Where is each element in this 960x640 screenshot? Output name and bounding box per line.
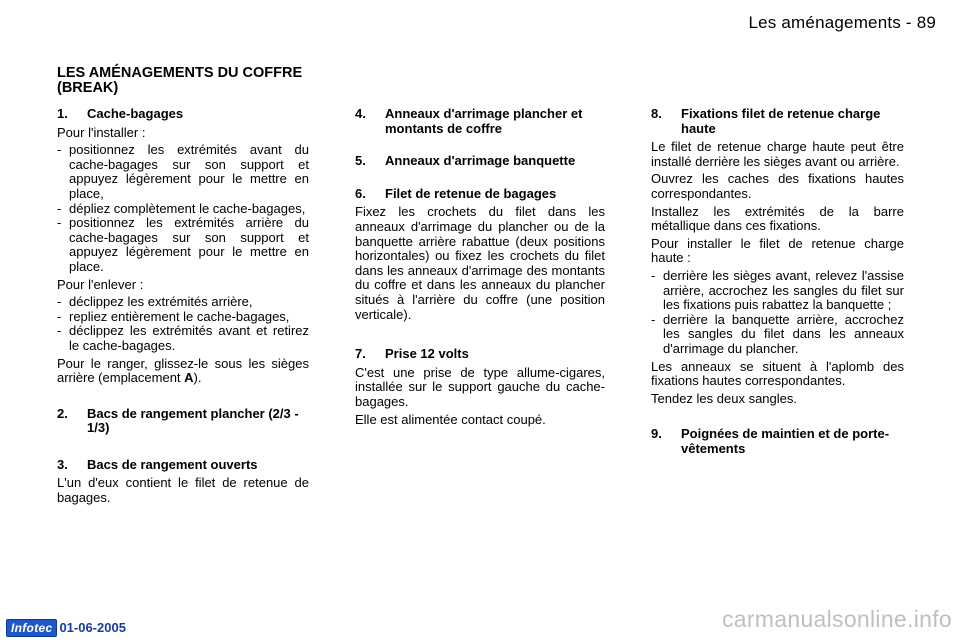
paragraph: Les anneaux se situent à l'aplomb des fixations hautes correspondantes. — [651, 358, 904, 389]
location-marker: A — [184, 370, 194, 386]
list-item: - derrière la banquette arrière, accrochez les sangles du filet dans les anneaux d'arrimage du plancher. — [651, 311, 904, 356]
heading-6 — [355, 187, 605, 202]
column-1 — [57, 107, 309, 509]
paragraph: C'est une prise de type allume-cigares, installée sur le support gauche du cache-bagages. — [355, 364, 605, 409]
heading-number: 6. — [355, 185, 366, 201]
install-intro: Pour l'installer : — [57, 124, 146, 140]
heading-5 — [355, 154, 605, 169]
column-3 — [651, 107, 904, 456]
heading-number: 5. — [355, 153, 366, 169]
heading-number: 9. — [651, 426, 662, 442]
install-steps — [651, 269, 904, 357]
section-title: LES AMÉNAGEMENTS DU COFFRE (BREAK) — [57, 65, 303, 96]
heading-3 — [57, 458, 309, 473]
remove-steps — [57, 295, 309, 353]
infotec-logo: Infotec — [6, 619, 57, 638]
heading-number: 1. — [57, 106, 68, 121]
heading-number: 2. — [57, 405, 68, 421]
heading-text: Anneaux d'arrimage plancher et montants de coffre — [385, 106, 583, 136]
heading-number: 3. — [57, 456, 68, 472]
remove-intro: Pour l'enlever : — [57, 276, 144, 292]
heading-7 — [355, 347, 605, 362]
heading-4 — [355, 107, 605, 136]
list-item: - positionnez les extrémités arrière du cache-bagages sur son support et appuyez légèrement pour le mettre en place. — [57, 215, 309, 274]
paragraph: Tendez les deux sangles. — [651, 390, 797, 406]
list-item: - derrière les sièges avant, relevez l'assise arrière, accrochez les sangles du filet sur les fixations puis rabattez la banquette ; — [651, 267, 904, 313]
paragraph: Elle est alimentée contact coupé. — [355, 411, 546, 427]
install-steps — [57, 143, 309, 274]
paragraph: L'un d'eux contient le filet de retenue de bagages. — [57, 475, 309, 506]
list-item: - dépliez complètement le cache-bagages, — [57, 200, 306, 216]
paragraph: Le filet de retenue charge haute peut être installé derrière les sièges avant ou arrière. — [651, 139, 904, 169]
heading-text: Anneaux d'arrimage banquette — [385, 153, 576, 169]
paragraph: Installez les extrémités de la barre métallique dans ces fixations. — [651, 203, 904, 234]
heading-number: 7. — [355, 346, 366, 362]
heading-text: Poignées de maintien et de porte-vêtements — [681, 426, 890, 456]
paragraph: Fixez les crochets du filet dans les anneaux d'arrimage du plancher ou de la banquette arrière rabattue (deux positions horizontales) ou fixez les crochets du filet dans les anneaux d'arrimage des montants du coffre et dans les anneaux du plancher situés à l'arrière du coffre (une position verticale). — [355, 204, 605, 322]
list-item: - repliez entièrement le cache-bagages, — [57, 308, 290, 324]
heading-text: Prise 12 volts — [385, 346, 469, 362]
page-header: Les aménagements - 89 — [748, 13, 936, 32]
heading-9 — [651, 427, 904, 456]
list-item: - positionnez les extrémités avant du cache-bagages sur son support et appuyez légèrement pour le mettre en place, — [57, 142, 309, 201]
heading-text: Bacs de rangement ouverts — [87, 456, 258, 472]
footer — [6, 620, 126, 636]
column-2 — [355, 107, 605, 430]
storage-note: Pour le ranger, glissez-le sous les sièges arrière (emplacement A). — [57, 355, 309, 386]
heading-text: Bacs de rangement plancher (2/3 - 1/3) — [87, 405, 299, 436]
footer-date: 01-06-2005 — [59, 619, 126, 635]
list-item: - déclippez les extrémités arrière, — [57, 294, 253, 310]
watermark: carmanualsonline.info — [721, 606, 952, 632]
heading-number: 4. — [355, 106, 366, 121]
paragraph: Pour installer le filet de retenue charge haute : — [651, 235, 904, 266]
heading-text: Fixations filet de retenue charge haute — [681, 106, 881, 136]
paragraph: Ouvrez les caches des fixations hautes correspondantes. — [651, 171, 904, 201]
heading-2 — [57, 407, 309, 436]
heading-text: Cache-bagages — [87, 106, 184, 121]
list-item: - déclippez les extrémités avant et retirez le cache-bagages. — [57, 323, 309, 353]
heading-number: 8. — [651, 106, 662, 121]
heading-8 — [651, 107, 904, 136]
heading-1 — [57, 107, 309, 122]
heading-text: Filet de retenue de bagages — [385, 185, 557, 201]
